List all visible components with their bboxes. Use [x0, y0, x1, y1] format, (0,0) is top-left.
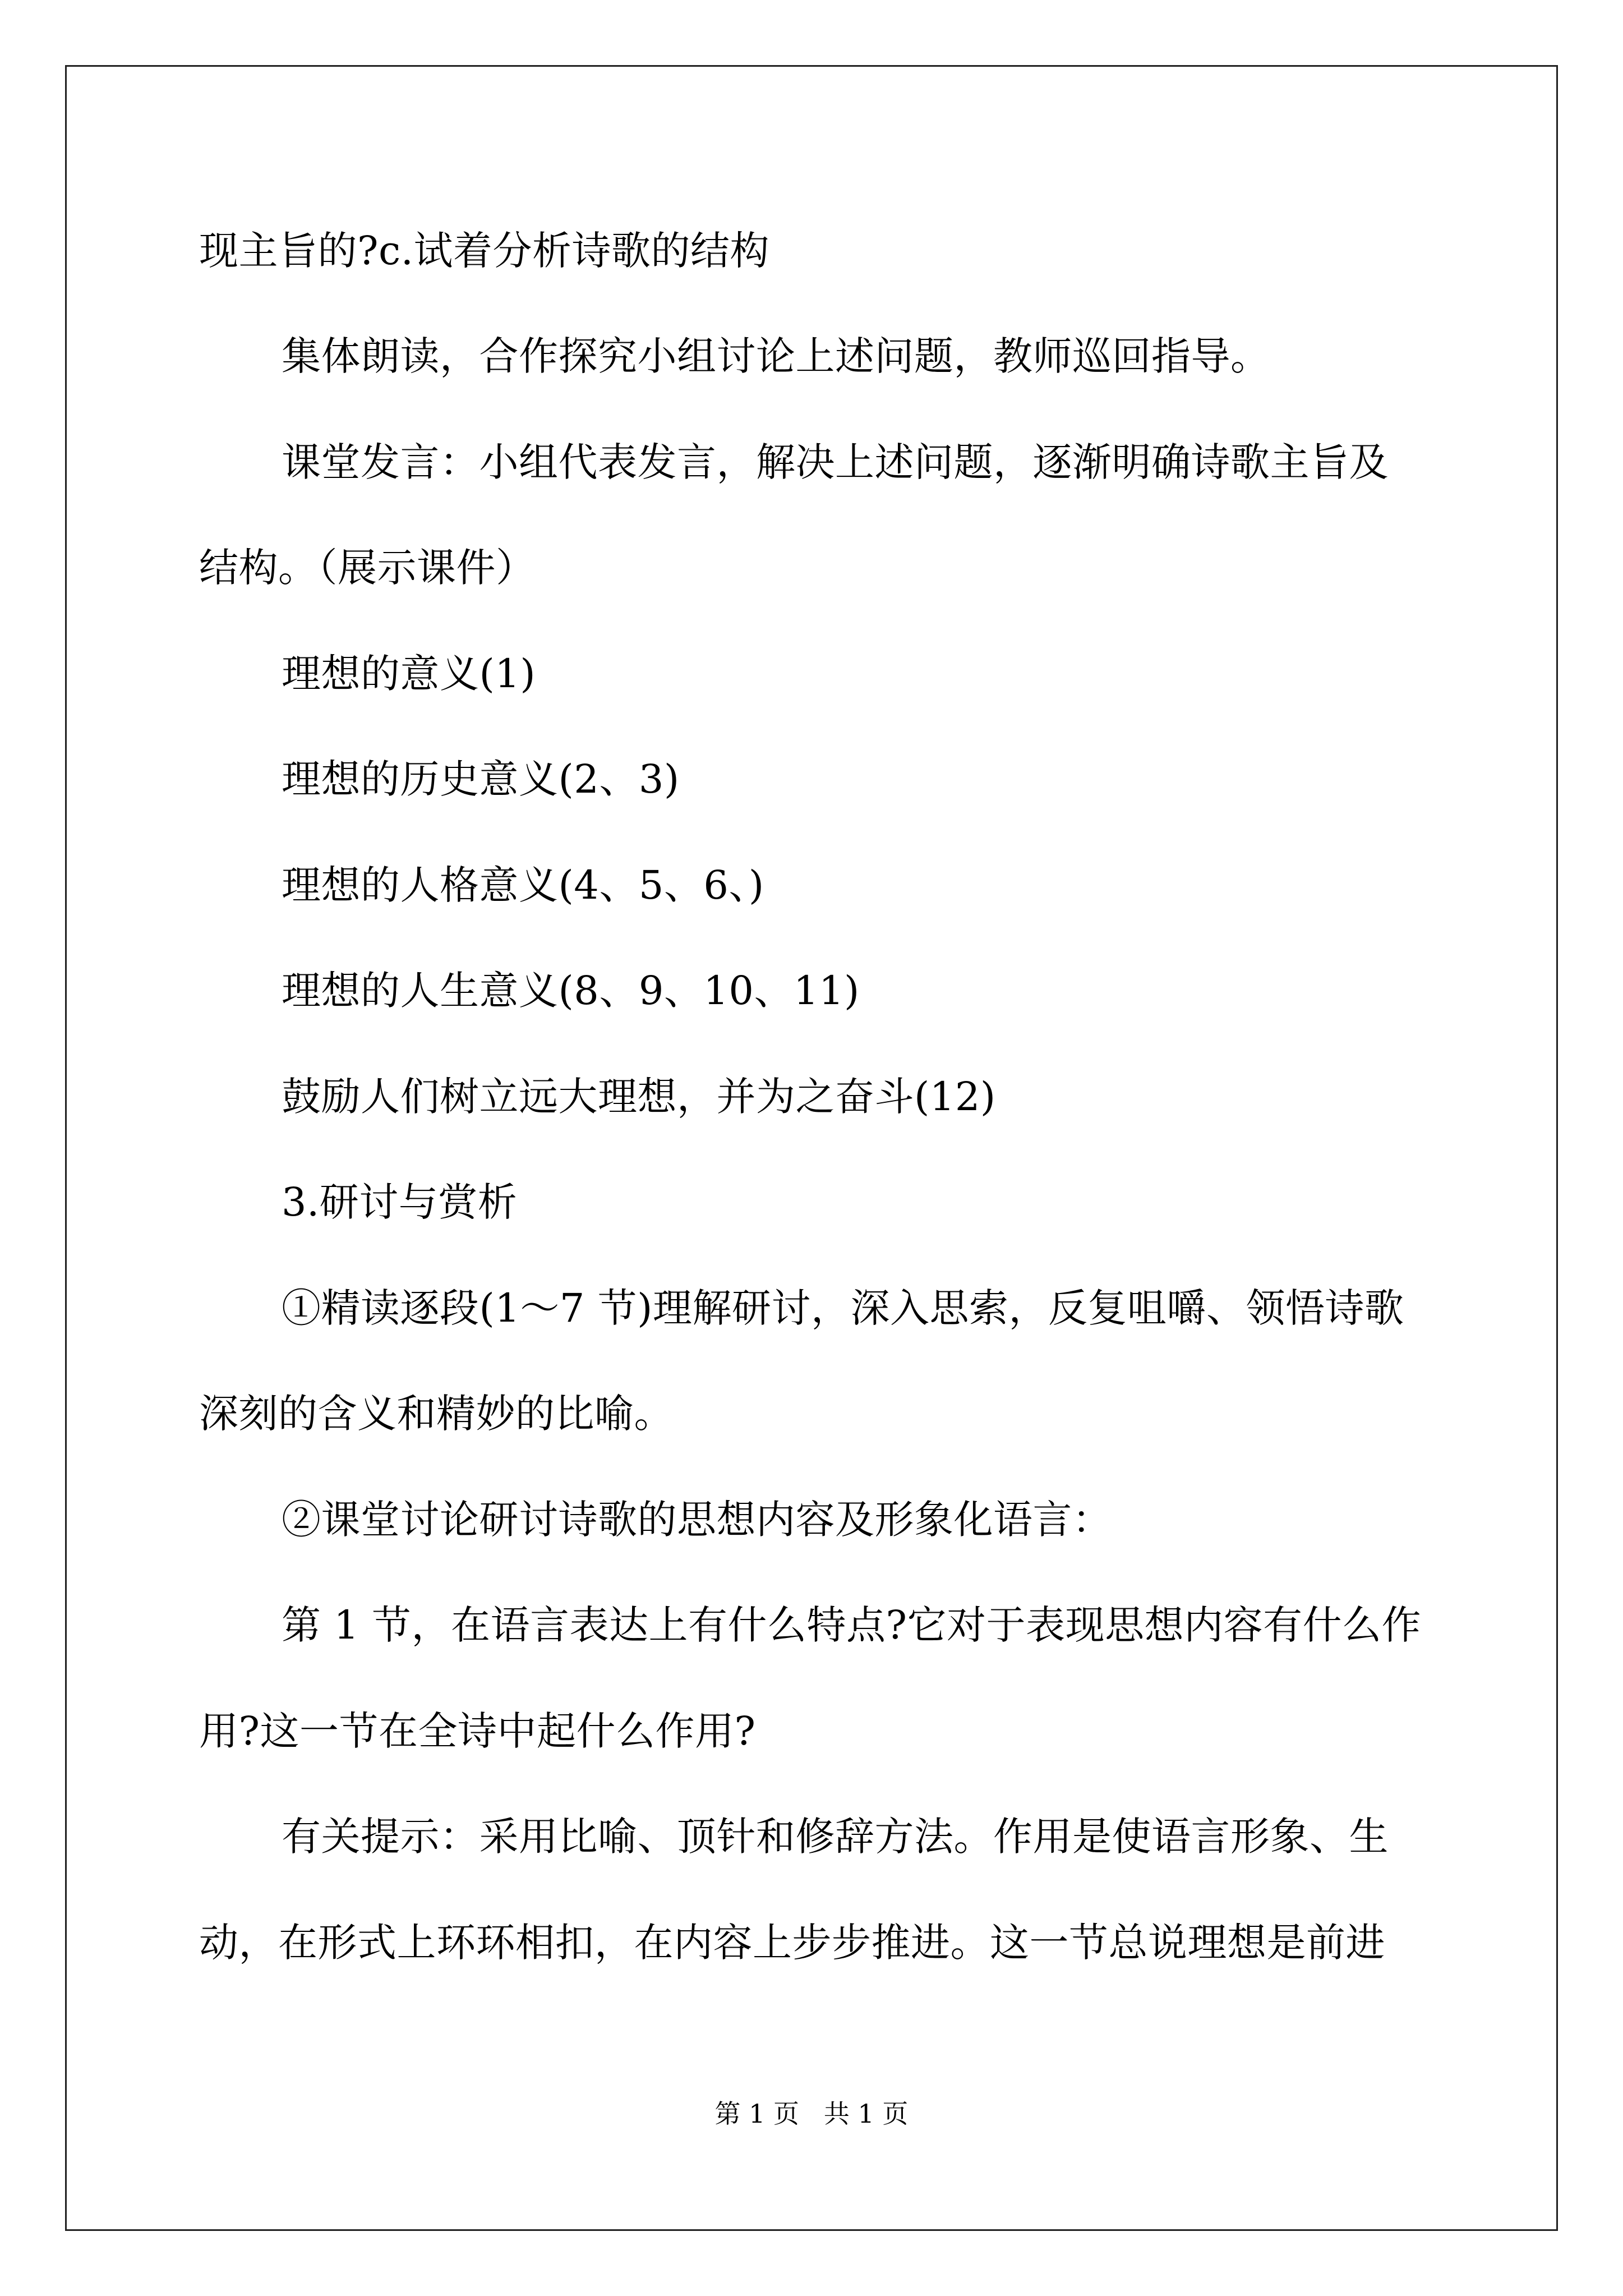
paragraph-line: 深刻的含义和精妙的比喻。 [199, 1391, 674, 1437]
paragraph-line: 理想的意义(1) [282, 651, 536, 697]
section-heading: 3.研讨与赏析 [282, 1179, 518, 1225]
paragraph-line: 课堂发言：小组代表发言，解决上述问题，逐渐明确诗歌主旨及 [282, 439, 1389, 485]
paragraph-line: 理想的人生意义(8、9、10、11) [282, 968, 860, 1014]
paragraph-line: 理想的人格意义(4、5、6、) [282, 862, 764, 908]
paragraph-line: 结构。（展示课件） [199, 545, 536, 591]
paragraph-line: 鼓励人们树立远大理想，并为之奋斗(12) [282, 1074, 996, 1120]
paragraph-line: 动，在形式上环环相扣，在内容上步步推进。这一节总说理想是前进 [199, 1920, 1385, 1966]
page-border [65, 65, 1558, 2231]
paragraph-line: ①精读逐段(1～7 节)理解研讨，深入思索，反复咀嚼、领悟诗歌 [282, 1285, 1404, 1331]
paragraph-line: ②课堂讨论研讨诗歌的思想内容及形象化语言： [282, 1497, 1112, 1543]
paragraph-line: 理想的历史意义(2、3) [282, 756, 680, 802]
paragraph-line: 有关提示：采用比喻、顶针和修辞方法。作用是使语言形象、生 [282, 1814, 1389, 1860]
paragraph-line: 集体朗读，合作探究小组讨论上述问题，教师巡回指导。 [282, 333, 1270, 379]
paragraph-line: 现主旨的?c.试着分析诗歌的结构 [199, 228, 769, 274]
page-number: 第 1 页 共 1 页 [714, 2099, 909, 2129]
paragraph-line: 用?这一节在全诗中起什么作用? [199, 1708, 756, 1754]
paragraph-line: 第 1 节，在语言表达上有什么特点?它对于表现思想内容有什么作 [282, 1602, 1422, 1648]
